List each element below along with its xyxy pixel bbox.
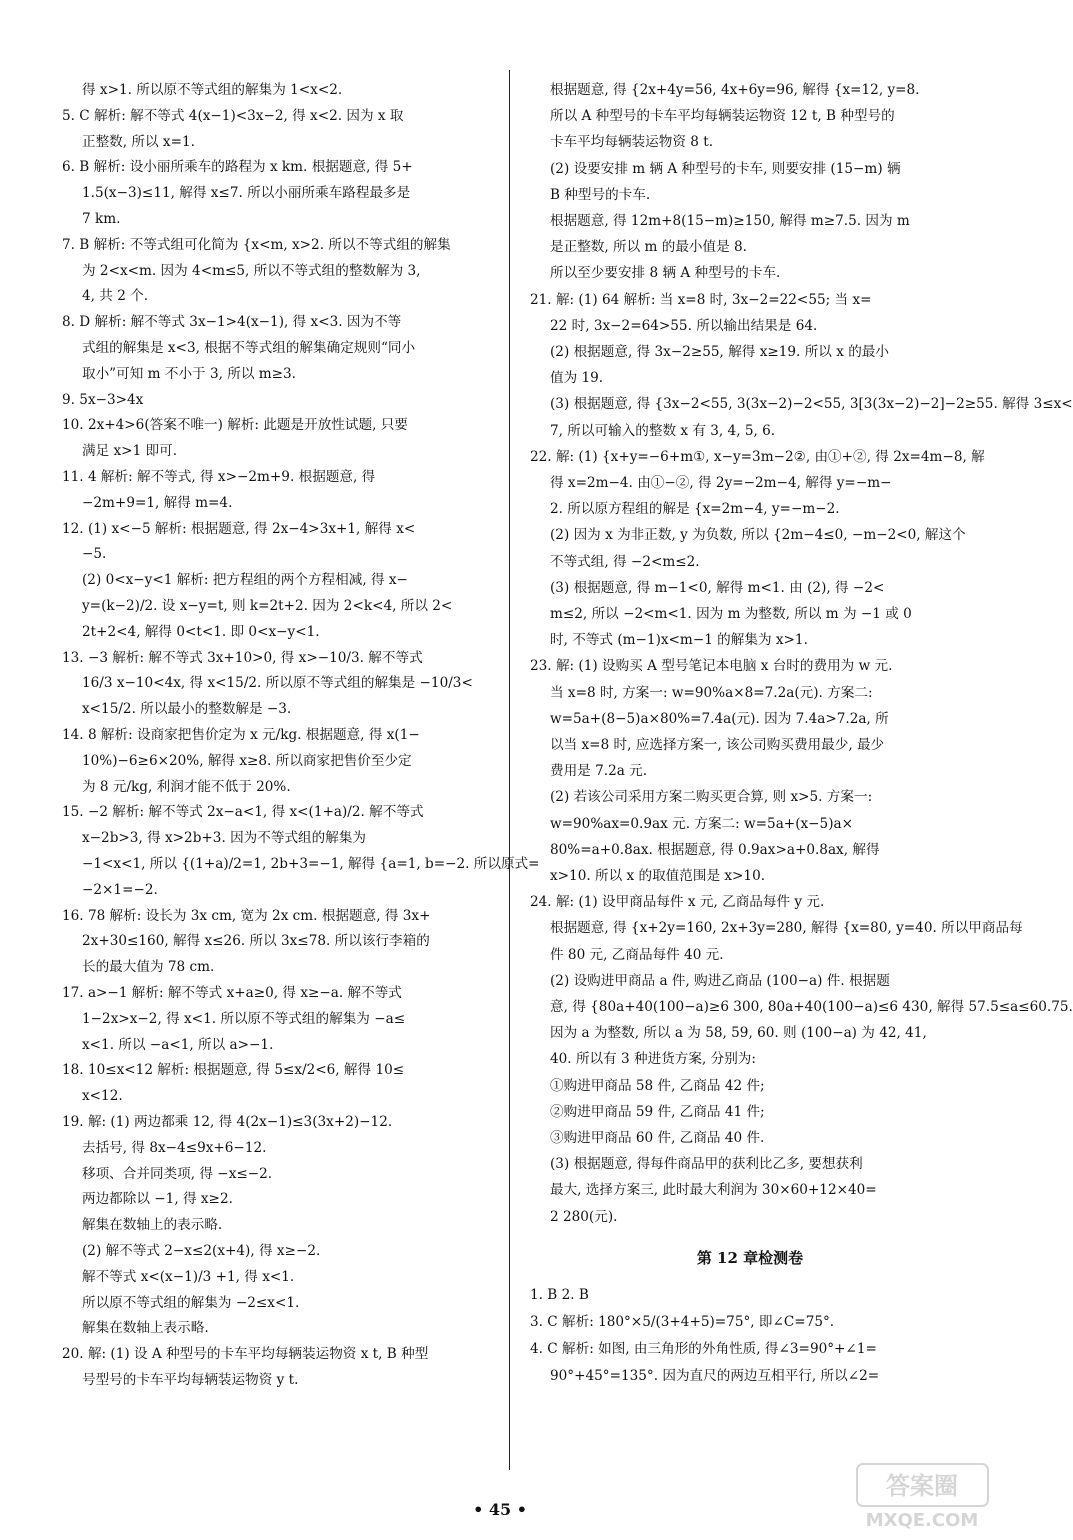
text-line: w=5a+(8−5)a×80%=7.4a(元). 因为 7.4a>7.2a, 所 [550, 710, 889, 727]
text-line: 80%=a+0.8ax. 根据题意, 得 0.9ax>a+0.8ax, 解得 [550, 841, 880, 858]
text-line: x<12. [82, 1088, 123, 1105]
text-line: 40. 所以有 3 种进货方案, 分别为: [550, 1051, 756, 1068]
text-line: 所以至少要安排 8 辆 A 种型号的卡车. [550, 265, 781, 282]
text-line: m≤2, 所以 −2<m<1. 因为 m 为整数, 所以 m 为 −1 或 0 [550, 606, 912, 622]
text-line: (2) 设购进甲商品 a 件, 购进乙商品 (100−a) 件. 根据题 [550, 972, 890, 989]
text-line: 9. 5x−3>4x [62, 391, 144, 408]
text-line: 6. B 解析: 设小丽所乘车的路程为 x km. 根据题意, 得 5+ [62, 159, 413, 176]
svg-text:MXQE.COM: MXQE.COM [865, 1510, 979, 1531]
text-line: 根据题意, 得 {x+2y=160, 2x+3y=280, 解得 {x=80, y=40. 所以甲商品每 [550, 920, 1023, 937]
text-line: 18. 10≤x<12 解析: 根据题意, 得 5≤x/2<6, 解得 10≤ [62, 1062, 405, 1079]
text-line: ③购进甲商品 60 件, 乙商品 40 件. [550, 1130, 765, 1146]
text-line: 最大, 选择方案三, 此时最大利润为 30×60+12×40= [550, 1182, 877, 1199]
text-line: 移项、合并同类项, 得 −x≤−2. [82, 1165, 273, 1182]
text-line: 时, 不等式 (m−1)x<m−1 的解集为 x>1. [550, 632, 808, 649]
text-line: 7, 所以可输入的整数 x 有 3, 4, 5, 6. [550, 422, 776, 439]
text-line: (3) 根据题意, 得每件商品甲的获利比乙多, 要想获利 [550, 1156, 863, 1173]
text-line: (2) 设要安排 m 辆 A 种型号的卡车, 则要安排 (15−m) 辆 [550, 160, 901, 177]
text-line: 4. C 解析: 如图, 由三角形的外角性质, 得∠3=90°+∠1= [530, 1340, 877, 1357]
text-line: 以当 x=8 时, 应选择方案一, 该公司购买费用最少, 最少 [550, 737, 885, 753]
text-line: B 种型号的卡车. [550, 186, 651, 203]
text-line: 当 x=8 时, 方案一: w=90%a×8=7.2a(元). 方案二: [550, 684, 873, 701]
text-line: −1<x<1, 所以 {(1+a)/2=1, 2b+3=−1, 解得 {a=1, b=−2. 所以原式= [82, 856, 540, 872]
text-line: y=(k−2)/2. 设 x−y=t, 则 k=2t+2. 因为 2<k<4, 所以 2< [82, 598, 453, 614]
text-line: 为 8 元/kg, 利润才能不低于 20%. [82, 778, 291, 795]
text-line: 是正整数, 所以 m 的最小值是 8. [550, 239, 747, 256]
text-line: 15. −2 解析: 解不等式 2x−a<1, 得 x<(1+a)/2. 解不等式 [62, 804, 424, 821]
text-line: 去括号, 得 8x−4≤9x+6−12. [82, 1139, 267, 1156]
text-line: ①购进甲商品 58 件, 乙商品 42 件; [550, 1077, 765, 1094]
text-line: 式组的解集是 x<3, 根据不等式组的解集确定规则“同小 [82, 340, 416, 356]
text-line: 值为 19. [550, 370, 604, 387]
text-line: (3) 根据题意, 得 m−1<0, 解得 m<1. 由 (2), 得 −2< [550, 579, 885, 596]
text-line: 解不等式 x<(x−1)/3 +1, 得 x<1. [82, 1268, 295, 1285]
column-divider [509, 70, 510, 1470]
text-line: 号型号的卡车平均每辆装运物资 y t. [82, 1372, 299, 1388]
text-line: (2) 0<x−y<1 解析: 把方程组的两个方程相减, 得 x− [82, 572, 408, 589]
text-line: 解集在数轴上表示略. [82, 1320, 209, 1337]
text-line: −2m+9=1, 解得 m=4. [82, 494, 233, 511]
text-line: ②购进甲商品 59 件, 乙商品 41 件; [550, 1103, 765, 1120]
text-line: 21. 解: (1) 64 解析: 当 x=8 时, 3x−2=22<55; 当 x= [530, 291, 872, 308]
text-line: 3. C 解析: 180°×5/(3+4+5)=75°, 即∠C=75°. [530, 1313, 835, 1330]
text-line: 1. B 2. B [530, 1286, 589, 1303]
text-line: 得 x=2m−4. 由①−②, 得 2y=−2m−4, 解得 y=−m− [550, 475, 892, 491]
text-line: (2) 根据题意, 得 3x−2≥55, 解得 x≥19. 所以 x 的最小 [550, 344, 889, 360]
text-line: 件 80 元, 乙商品每件 40 元. [550, 946, 724, 963]
text-line: x<15/2. 所以最小的整数解是 −3. [82, 701, 292, 718]
text-line: 2 280(元). [550, 1208, 618, 1225]
text-line: 22. 解: (1) {x+y=−6+m①, x−y=3m−2②, 由①+②, 得 2x=4m−8, 解 [530, 448, 985, 465]
text-line: 1−2x>x−2, 得 x<1. 所以原不等式组的解集为 −a≤ [82, 1010, 406, 1027]
text-line: 满足 x>1 即可. [82, 443, 178, 460]
text-line: 2t+2<4, 解得 0<t<1. 即 0<x−y<1. [82, 623, 320, 640]
text-line: 为 2<x<m. 因为 4<m≤5, 所以不等式组的整数解为 3, [82, 262, 421, 279]
text-line: 不等式组, 得 −2<m≤2. [550, 553, 700, 570]
text-line: 12. (1) x<−5 解析: 根据题意, 得 2x−4>3x+1, 解得 x< [62, 520, 416, 537]
text-line: 卡车平均每辆装运物资 8 t. [550, 134, 714, 151]
text-line: 24. 解: (1) 设甲商品每件 x 元, 乙商品每件 y 元. [530, 894, 825, 911]
text-line: x−2b>3, 得 x>2b+3. 因为不等式组的解集为 [82, 830, 367, 847]
text-line: 16. 78 解析: 设长为 3x cm, 宽为 2x cm. 根据题意, 得 3x+ [62, 907, 431, 924]
text-line: 19. 解: (1) 两边都乘 12, 得 4(2x−1)≤3(3x+2)−12. [62, 1114, 393, 1130]
text-line: 得 x>1. 所以原不等式组的解集为 1<x<2. [82, 82, 343, 98]
text-line: 根据题意, 得 {2x+4y=56, 4x+6y=96, 解得 {x=12, y=8. [550, 82, 920, 98]
text-line: 1.5(x−3)≤11, 解得 x≤7. 所以小丽所乘车路程最多是 [82, 185, 411, 202]
text-line: (3) 根据题意, 得 {3x−2<55, 3(3x−2)−2<55, 3[3(3x−2)−2]−2≥55. 解得 3≤x< [550, 396, 1073, 413]
text-line: (2) 解不等式 2−x≤2(x+4), 得 x≥−2. [82, 1243, 321, 1259]
text-line: 8. D 解析: 解不等式 3x−1>4(x−1), 得 x<3. 因为不等 [62, 314, 402, 331]
text-line: 正整数, 所以 x=1. [82, 133, 195, 150]
text-line: 意, 得 {80a+40(100−a)≥6 300, 80a+40(100−a)≤6 430, 解得 57.5≤a≤60.75. [550, 999, 1073, 1015]
text-line: (2) 因为 x 为非正数, y 为负数, 所以 {2m−4≤0, −m−2<0, 解这个 [550, 527, 966, 544]
page-number: • 45 • [473, 1500, 527, 1519]
text-line: 22 时, 3x−2=64>55. 所以输出结果是 64. [550, 317, 818, 334]
text-line: 所以原不等式组的解集为 −2≤x<1. [82, 1294, 300, 1311]
text-line: (2) 若该公司采用方案二购买更合算, 则 x>5. 方案一: [550, 789, 873, 806]
text-line: 90°+45°=135°. 因为直尺的两边互相平行, 所以∠2= [550, 1367, 880, 1384]
text-line: 两边都除以 −1, 得 x≥2. [82, 1191, 233, 1208]
text-line: 因为 a 为整数, 所以 a 为 58, 59, 60. 则 (100−a) 为 42, 41, [550, 1025, 927, 1042]
text-line: 10%)−6≥6×20%, 解得 x≥8. 所以商家把售价至少定 [82, 752, 412, 769]
text-line: 16/3 x−10<4x, 得 x<15/2. 所以原不等式组的解集是 −10/3< [82, 675, 473, 692]
svg-text:答案圈: 答案圈 [886, 1472, 958, 1500]
text-line: w=90%ax=0.9ax 元. 方案二: w=5a+(x−5)a× [550, 815, 854, 832]
text-line: 17. a>−1 解析: 解不等式 x+a≥0, 得 x≥−a. 解不等式 [62, 985, 402, 1001]
section-heading: 第 12 章检测卷 [696, 1248, 804, 1267]
text-line: 7. B 解析: 不等式组可化简为 {x<m, x>2. 所以不等式组的解集 [62, 236, 451, 253]
text-line: x>10. 所以 x 的取值范围是 x>10. [550, 868, 766, 884]
text-line: 根据题意, 得 12m+8(15−m)≥150, 解得 m≥7.5. 因为 m [550, 213, 910, 229]
text-line: 2x+30≤160, 解得 x≤26. 所以 3x≤78. 所以该行李箱的 [82, 933, 430, 950]
text-line: 20. 解: (1) 设 A 种型号的卡车平均每辆装运物资 x t, B 种型 [62, 1346, 429, 1363]
text-line: 23. 解: (1) 设购买 A 型号笔记本电脑 x 台时的费用为 w 元. [530, 658, 893, 675]
watermark-logo-icon [855, 1462, 990, 1532]
text-line: −2×1=−2. [82, 881, 158, 898]
text-line: 7 km. [82, 211, 121, 227]
text-line: −5. [82, 546, 107, 563]
text-line: 取小”可知 m 不小于 3, 所以 m≥3. [82, 365, 297, 382]
text-line: x<1. 所以 −a<1, 所以 a>−1. [82, 1036, 274, 1053]
text-line: 4, 共 2 个. [82, 288, 149, 305]
text-line: 2. 所以原方程组的解是 {x=2m−4, y=−m−2. [550, 501, 840, 518]
text-line: 5. C 解析: 解不等式 4(x−1)<3x−2, 得 x<2. 因为 x 取 [62, 107, 404, 124]
text-line: 所以 A 种型号的卡车平均每辆装运物资 12 t, B 种型号的 [550, 108, 895, 125]
text-line: 费用是 7.2a 元. [550, 763, 648, 780]
text-line: 14. 8 解析: 设商家把售价定为 x 元/kg. 根据题意, 得 x(1− [62, 727, 420, 743]
text-line: 长的最大值为 78 cm. [82, 959, 215, 976]
text-line: 11. 4 解析: 解不等式, 得 x>−2m+9. 根据题意, 得 [62, 469, 376, 485]
text-line: 解集在数轴上的表示略. [82, 1217, 223, 1234]
text-line: 13. −3 解析: 解不等式 3x+10>0, 得 x>−10/3. 解不等式 [62, 649, 423, 666]
text-line: 10. 2x+4>6(答案不唯一) 解析: 此题是开放性试题, 只要 [62, 417, 408, 434]
